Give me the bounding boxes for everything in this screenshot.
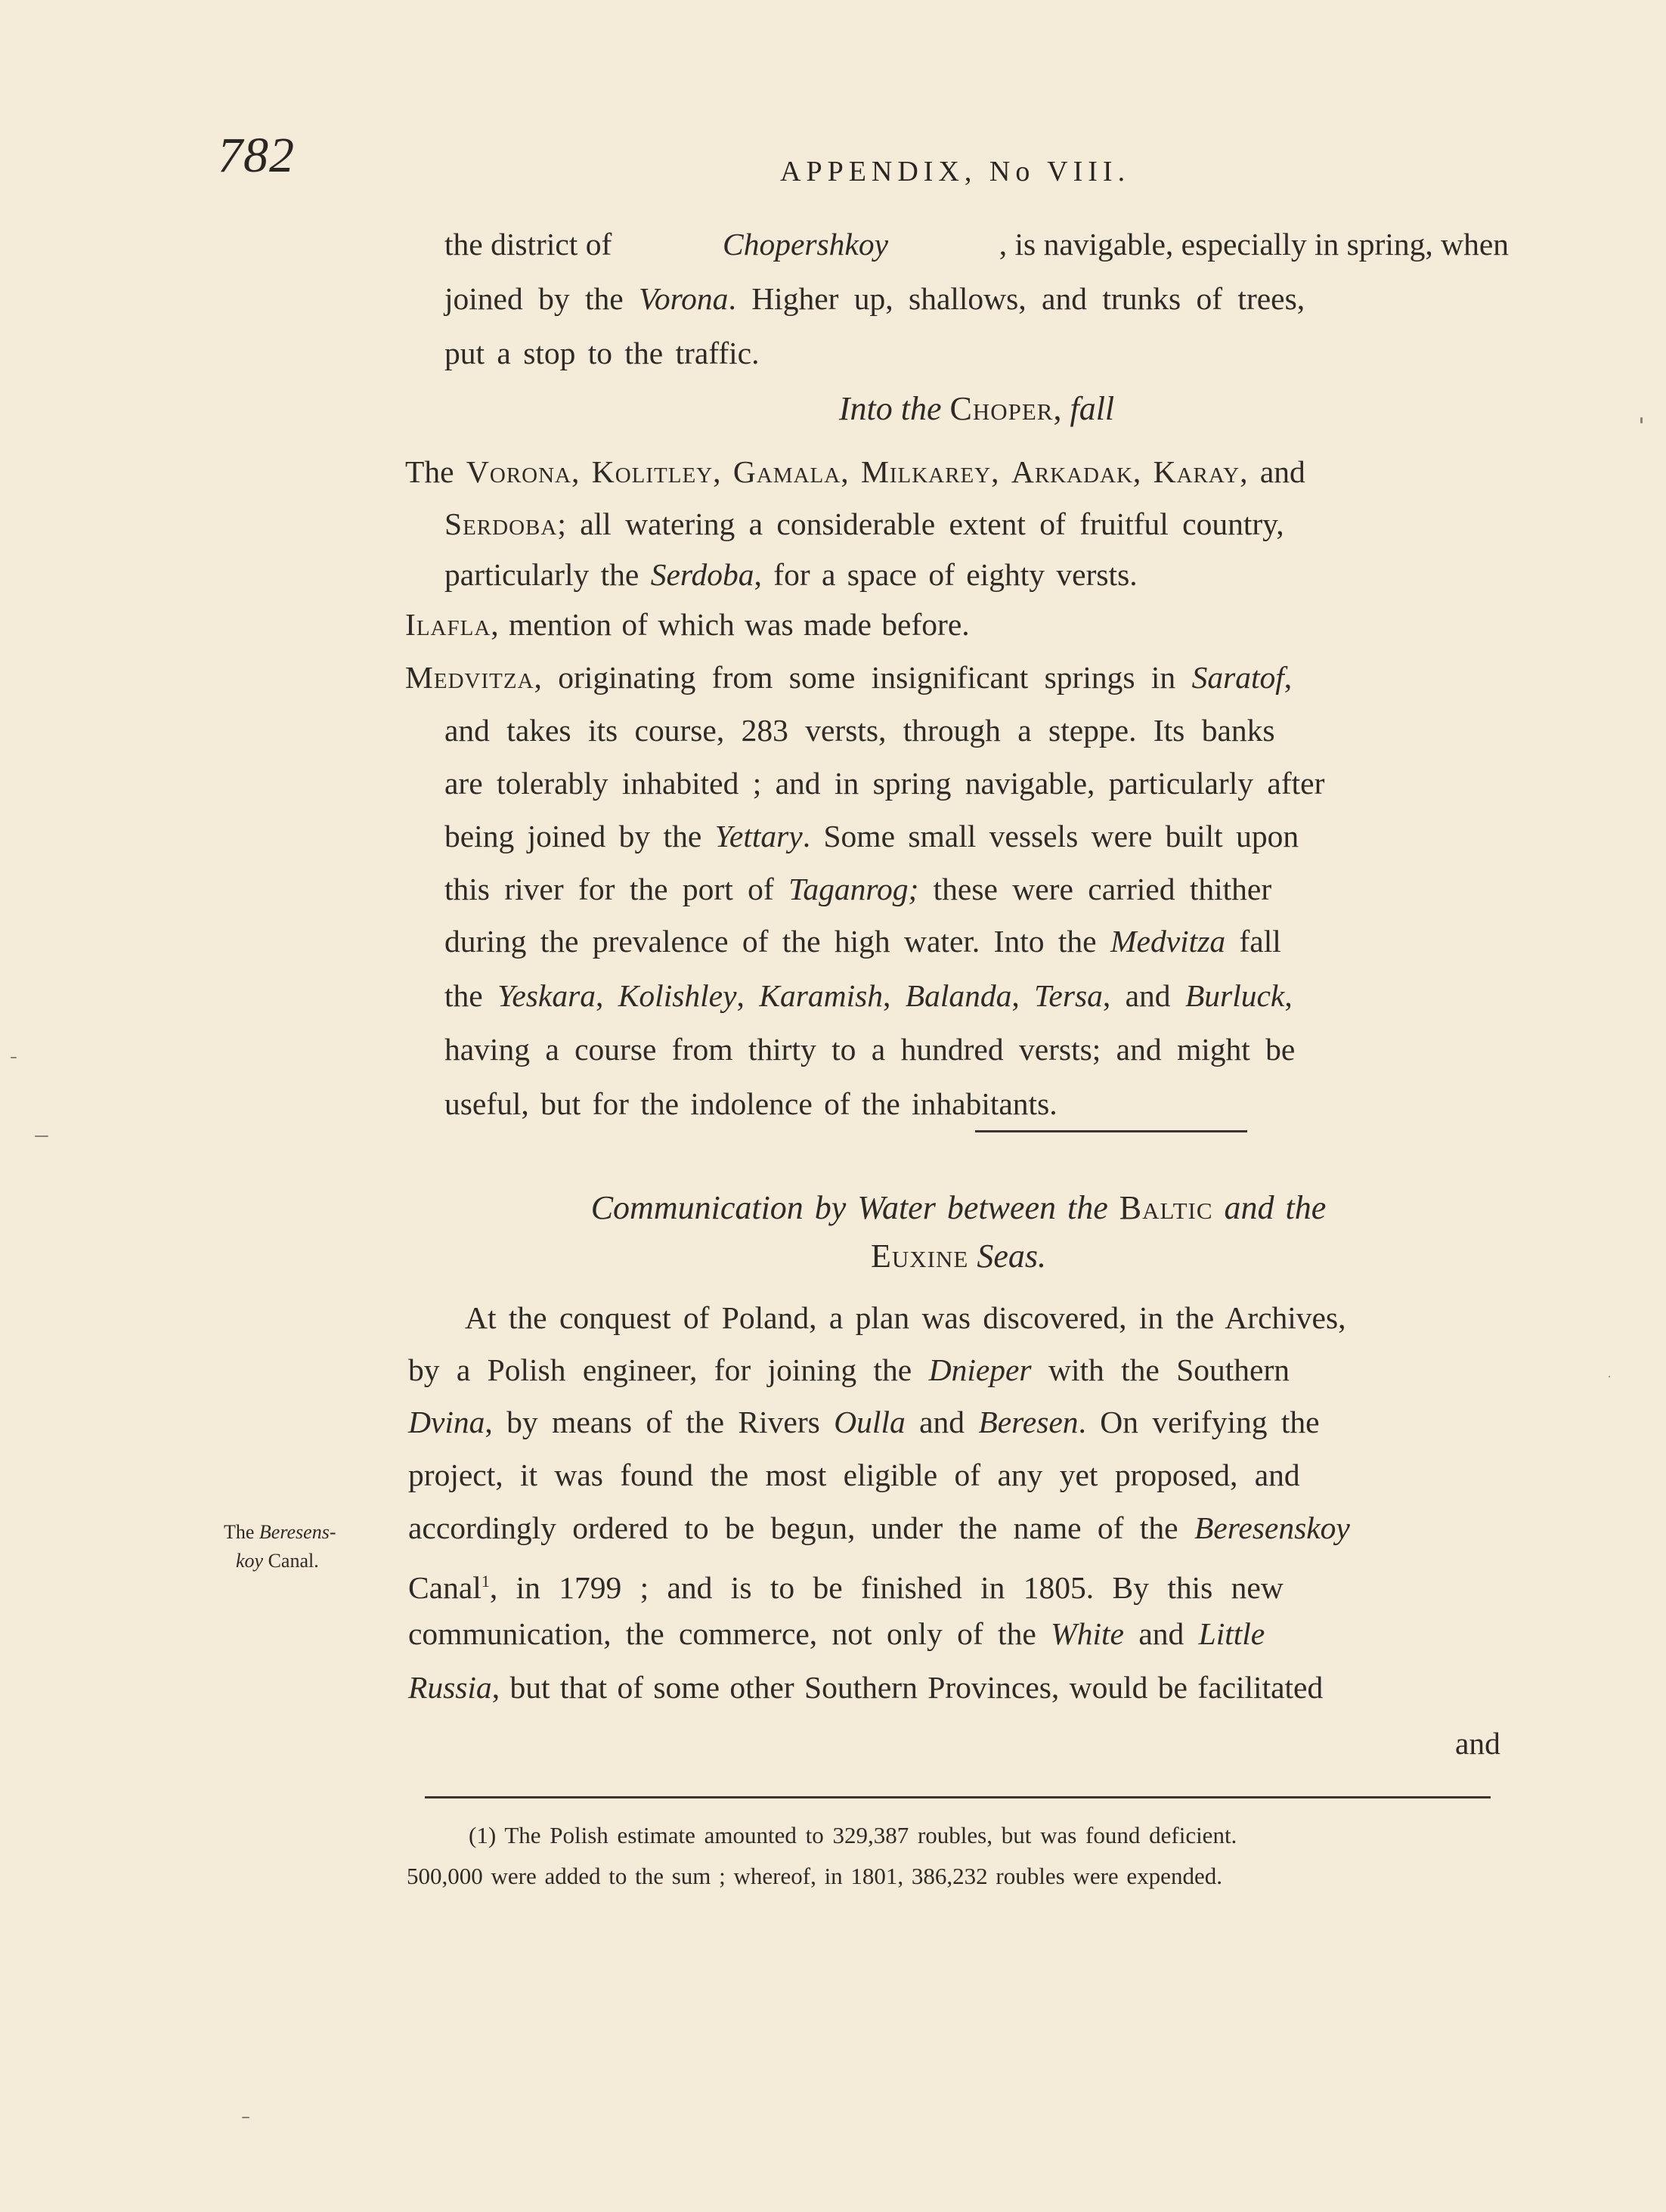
footnote-line: (1) The Polish estimate amounted to 329,387 roubles, but was found deficient. <box>469 1822 1237 1848</box>
page-number: 782 <box>218 128 295 183</box>
section-subheading: Into the Choper, fall <box>838 390 1115 427</box>
section-divider <box>975 1130 1247 1132</box>
text-line: Medvitza, originating from some insignificant springs in Saratof, <box>405 660 1293 695</box>
marginal-note: koy Canal. <box>236 1550 319 1572</box>
text-line: the Yeskara, Kolishley, Karamish, Balanda, Tersa, and Burluck, <box>444 978 1293 1013</box>
paper-speck <box>35 1135 48 1137</box>
section-title: Euxine Seas. <box>871 1238 1046 1275</box>
marginal-note: The Beresens- <box>224 1521 336 1543</box>
text-line: useful, but for the indolence of the inhabitants. <box>444 1086 1058 1121</box>
text-line: having a course from thirty to a hundred versts; and might be <box>444 1032 1296 1067</box>
paper-speck <box>1640 417 1643 423</box>
text-line: project, it was found the most eligible of any yet proposed, and <box>408 1458 1300 1492</box>
paper-speck <box>1609 1376 1610 1377</box>
text-line: accordingly ordered to be begun, under the name of the Beresenskoy <box>408 1510 1350 1545</box>
text-line: joined by the Vorona. Higher up, shallows, and trunks of trees, <box>444 281 1305 316</box>
catchword: and <box>1455 1726 1500 1761</box>
text-line: are tolerably inhabited ; and in spring navigable, particularly after <box>444 766 1325 801</box>
section-title: Communication by Water between the Baltic and the <box>590 1189 1327 1226</box>
text-line: during the prevalence of the high water. Into the Medvitza fall <box>444 924 1281 959</box>
text-line: and takes its course, 283 versts, through a steppe. Its banks <box>444 713 1275 748</box>
paper-speck <box>11 1057 17 1058</box>
paper-speck <box>242 2117 249 2118</box>
running-head: APPENDIX, No VIII. <box>780 156 1131 187</box>
text-line: by a Polish engineer, for joining the Dnieper with the Southern <box>408 1352 1290 1387</box>
text-line: Serdoba; all watering a considerable extent of fruitful country, <box>444 507 1284 541</box>
text-line: At the conquest of Poland, a plan was discovered, in the Archives, <box>465 1300 1346 1335</box>
footnote-line: 500,000 were added to the sum ; whereof, in 1801, 386,232 roubles were expended. <box>407 1863 1222 1889</box>
footnote-marker: 1 <box>481 1572 490 1591</box>
text-line: particularly the Serdoba, for a space of eighty versts. <box>444 557 1138 592</box>
text-line: this river for the port of Taganrog; these were carried thither <box>444 872 1272 906</box>
text-line: put a stop to the traffic. <box>444 336 760 370</box>
text-line: Dvina, by means of the Rivers Oulla and Beresen. On verifying the <box>408 1405 1320 1439</box>
text-line: communication, the commerce, not only of the White and Little <box>408 1616 1265 1651</box>
text-line: Russia, but that of some other Southern Provinces, would be facilitated <box>408 1670 1324 1705</box>
text-line: being joined by the Yettary. Some small vessels were built upon <box>444 819 1299 854</box>
text-line: the district of Chopershkoy , is navigable, especially in spring, when <box>444 227 1509 262</box>
text-line: Canal$^1$, in 1799 ; and is to be finished in 1805. By this new <box>408 1569 1284 1605</box>
footnote-rule <box>425 1796 1491 1798</box>
text-line: The Vorona, Kolitley, Gamala, Milkarey, Arkadak, Karay, and <box>405 454 1305 489</box>
text-line: Ilafla, mention of which was made before. <box>405 607 970 642</box>
